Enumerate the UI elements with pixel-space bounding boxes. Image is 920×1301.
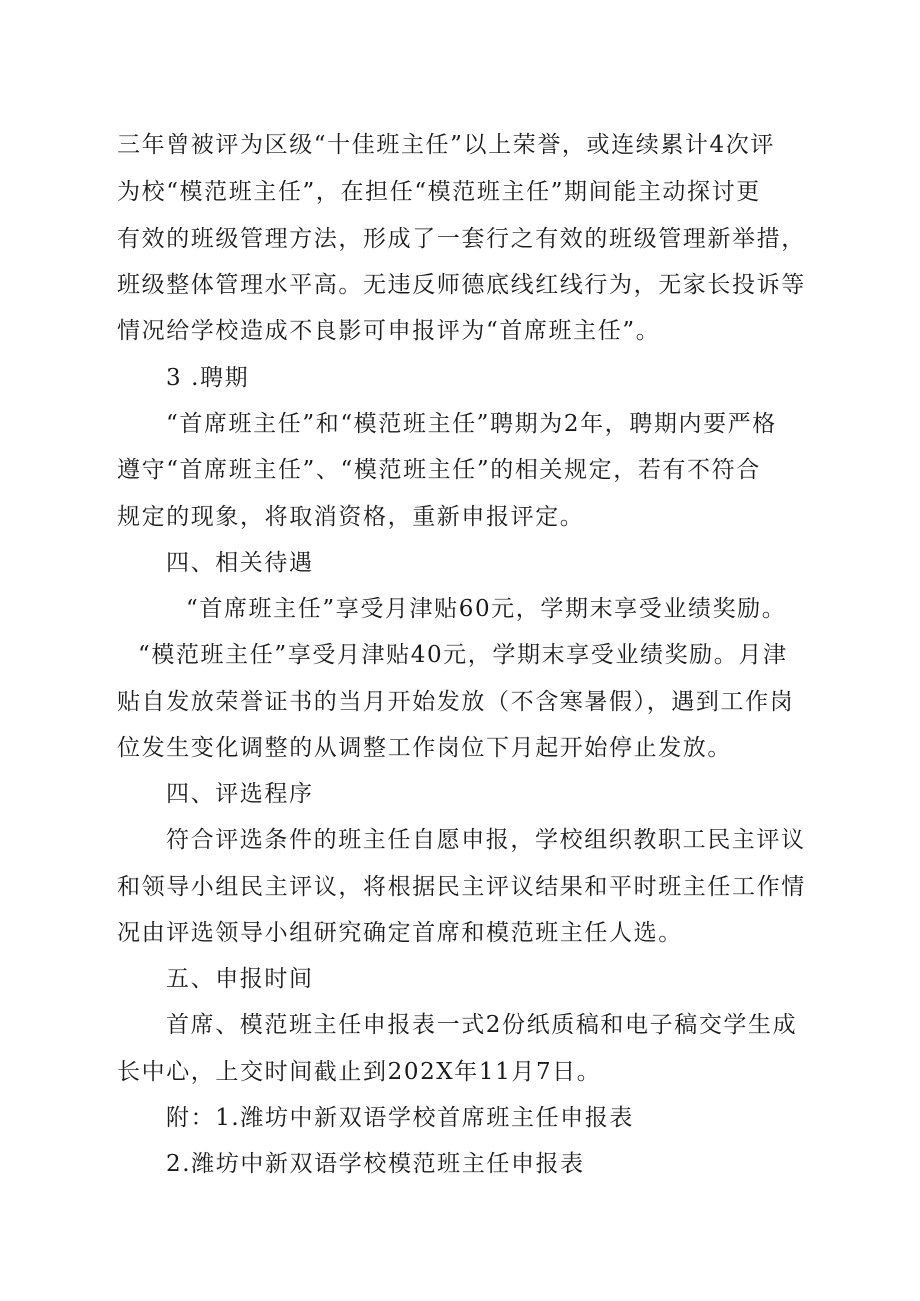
paragraph-line: 贴自发放荣誉证书的当月开始发放（不含寒暑假），遇到工作岗	[117, 689, 795, 715]
attachment-line: 2.潍坊中新双语学校模范班主任申报表	[166, 1151, 585, 1177]
paragraph-line: “首席班主任”和“模范班主任”聘期为2年，聘期内要严格	[166, 411, 777, 437]
paragraph-line: 班级整体管理水平高。无违反师德底线红线行为，无家长投诉等	[117, 272, 806, 298]
section-heading-term: 3 .聘期	[166, 365, 250, 391]
paragraph-line: 长中心，上交时间截止到202X年11月7日。	[117, 1059, 602, 1085]
paragraph-line: 位发生变化调整的从调整工作岗位下月起开始停止发放。	[117, 735, 732, 761]
paragraph-line: 三年曾被评为区级“十佳班主任”以上荣誉，或连续累计4次评	[117, 132, 775, 158]
paragraph-line: 规定的现象，将取消资格，重新申报评定。	[117, 504, 585, 530]
paragraph-line: 遵守“首席班主任”、“模范班主任”的相关规定，若有不符合	[117, 457, 761, 483]
paragraph-line: 为校“模范班主任”，在担任“模范班主任”期间能主动探讨更	[117, 179, 761, 205]
paragraph-line: 符合评选条件的班主任自愿申报，学校组织教职工民主评议	[166, 827, 806, 853]
paragraph-line: “模范班主任”享受月津贴40元，学期末享受业绩奖励。月津	[138, 642, 788, 668]
paragraph-line: 和领导小组民主评议，将根据民主评议结果和平时班主任工作情	[117, 874, 806, 900]
paragraph-line: 首席、模范班主任申报表一式2份纸质稿和电子稿交学生成	[166, 1012, 798, 1038]
section-heading-benefits: 四、相关待遇	[166, 550, 314, 576]
paragraph-line: “首席班主任”享受月津贴60元，学期末享受业绩奖励。	[186, 596, 787, 622]
section-heading-deadline: 五、申报时间	[166, 966, 314, 992]
attachment-line: 附：1.潍坊中新双语学校首席班主任申报表	[166, 1105, 634, 1131]
section-heading-procedure: 四、评选程序	[166, 781, 314, 807]
paragraph-line: 况由评选领导小组研究确定首席和模范班主任人选。	[117, 920, 683, 946]
paragraph-line: 有效的班级管理方法，形成了一套行之有效的班级管理新举措，	[117, 226, 806, 252]
paragraph-line: 情况给学校造成不良影可申报评为“首席班主任”。	[117, 318, 661, 344]
